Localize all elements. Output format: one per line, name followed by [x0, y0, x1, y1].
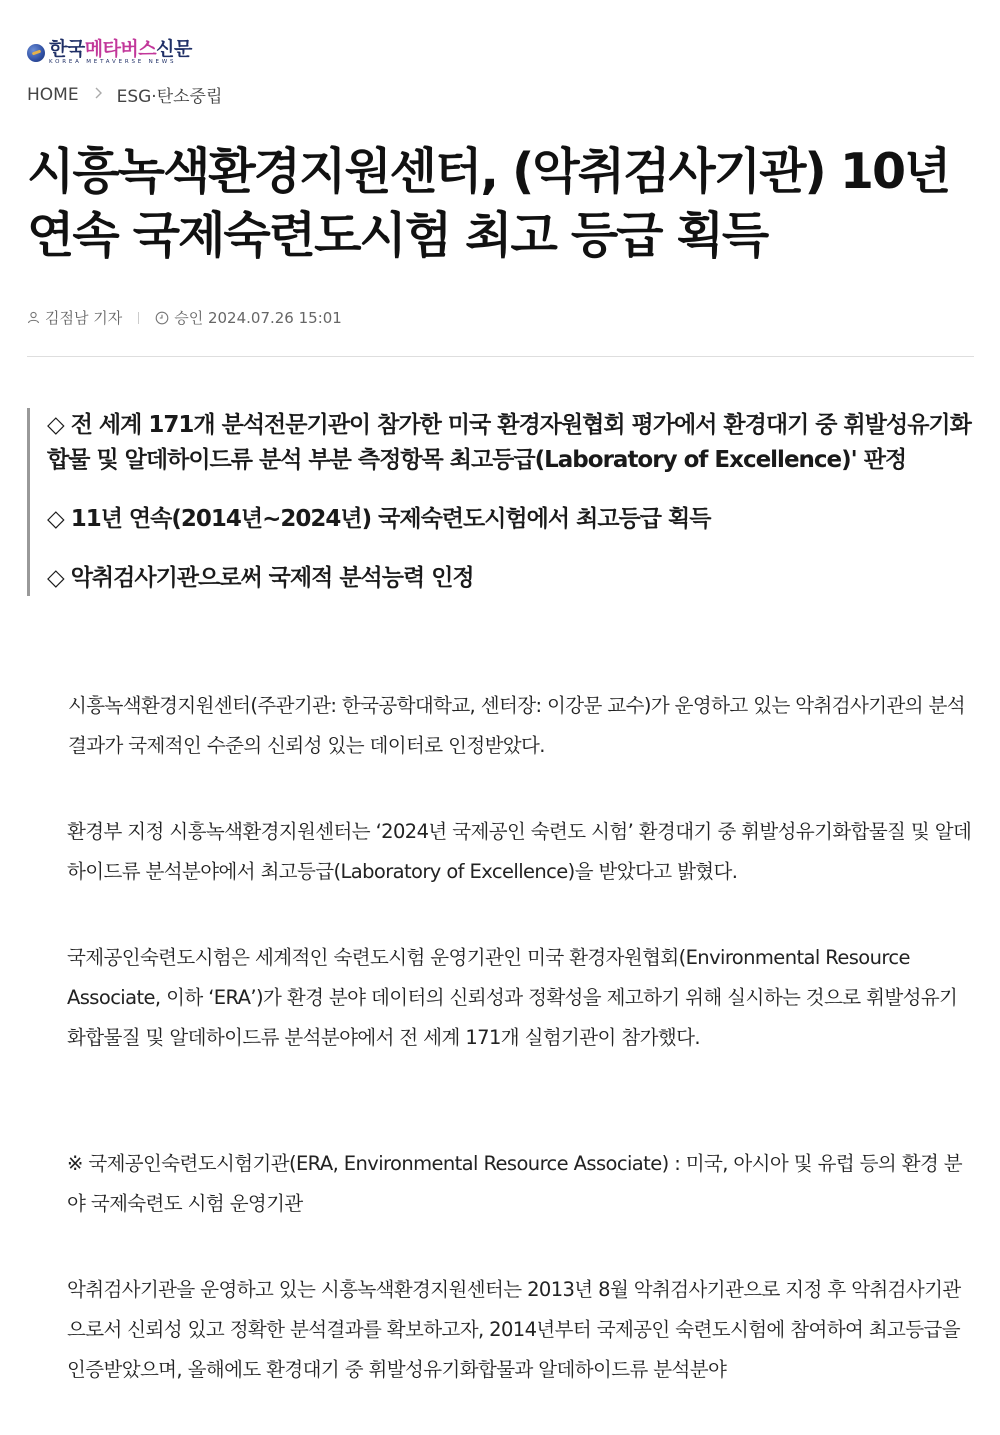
subtitle-item: ◇ 악취검사기관으로써 국제적 분석능력 인정 — [47, 565, 474, 591]
subtitle-item: ◇ 11년 연속(2014년~2024년) 국제숙련도시험에서 최고등급 획득 — [47, 506, 711, 532]
article-paragraph: 악취검사기관을 운영하고 있는 시흥녹색환경지원센터는 2013년 8월 악취검사기관으로 지정 후 악취검사기관으로서 신뢰성 있고 정확한 분석결과를 확보하고자, 2014년부터 국제공인 숙련도시험에 참여하여 최고등급을 인증받았으며, 올해에도 환경대기 중 휘발성유기화합물과 알데하이드류 분석분야 — [67, 1278, 961, 1381]
article-meta — [27, 307, 342, 328]
chevron-right-icon — [95, 87, 103, 103]
logo-part-3: 신문 — [156, 38, 192, 60]
logo-text — [49, 40, 192, 66]
article-subtitles — [27, 408, 992, 596]
article-title: 시흥녹색환경지원센터, (악취검사기관) 10년 연속 국제숙련도시험 최고 등급 획득 — [27, 143, 950, 264]
logo-wordmark — [49, 40, 192, 59]
article-paragraph: 시흥녹색환경지원센터(주관기관: 한국공학대학교, 센터장: 이강문 교수)가 운영하고 있는 악취검사기관의 분석결과가 국제적인 수준의 신뢰성 있는 데이터로 인정받았다. — [68, 694, 966, 757]
author-name[interactable]: 김점남 기자 — [45, 309, 123, 327]
meta-divider — [138, 312, 139, 324]
breadcrumb-section[interactable]: ESG·탄소중립 — [116, 87, 223, 107]
site-logo[interactable] — [27, 40, 192, 66]
article-paragraph: ※ 국제공인숙련도시험기관(ERA, Environmental Resource Associate) : 미국, 아시아 및 유럽 등의 환경 분야 국제숙련도 시험 운영기관 — [67, 1152, 963, 1215]
article-paragraph: 환경부 지정 시흥녹색환경지원센터는 ‘2024년 국제공인 숙련도 시험’ 환경대기 중 휘발성유기화합물질 및 알데하이드류 분석분야에서 최고등급(Laboratory of Excellence)을 받았다고 밝혔다. — [67, 820, 972, 883]
breadcrumb-home[interactable]: HOME — [27, 84, 79, 105]
logo-subtitle: KOREA METAVERSE NEWS — [49, 59, 177, 65]
article-paragraph: 국제공인숙련도시험은 세계적인 숙련도시험 운영기관인 미국 환경자원협회(Environmental Resource Associate, 이하 ‘ERA’)가 환경 분야 데이터의 신뢰성과 정확성을 제고하기 위해 실시하는 것으로 휘발성유기화합물질 및 알데하이드류 분석분야에서 전 세계 171개 실험기관이 참가했다. — [67, 946, 958, 1049]
logo-part-2: 메타버스 — [84, 38, 157, 60]
logo-part-1: 한국 — [49, 38, 85, 60]
approved-date: 승인 2024.07.26 15:01 — [174, 309, 342, 327]
breadcrumb — [27, 82, 222, 107]
user-icon — [27, 311, 40, 324]
globe-logo-icon — [27, 44, 45, 62]
clock-icon — [155, 311, 169, 325]
subtitle-item: ◇ 전 세계 171개 분석전문기관이 참가한 미국 환경자원협회 평가에서 환경대기 중 휘발성유기화합물 및 알데하이드류 분석 부분 측정항목 최고등급(Laboratory of Excellence)' 판정 — [47, 412, 971, 473]
header-divider — [27, 356, 974, 357]
